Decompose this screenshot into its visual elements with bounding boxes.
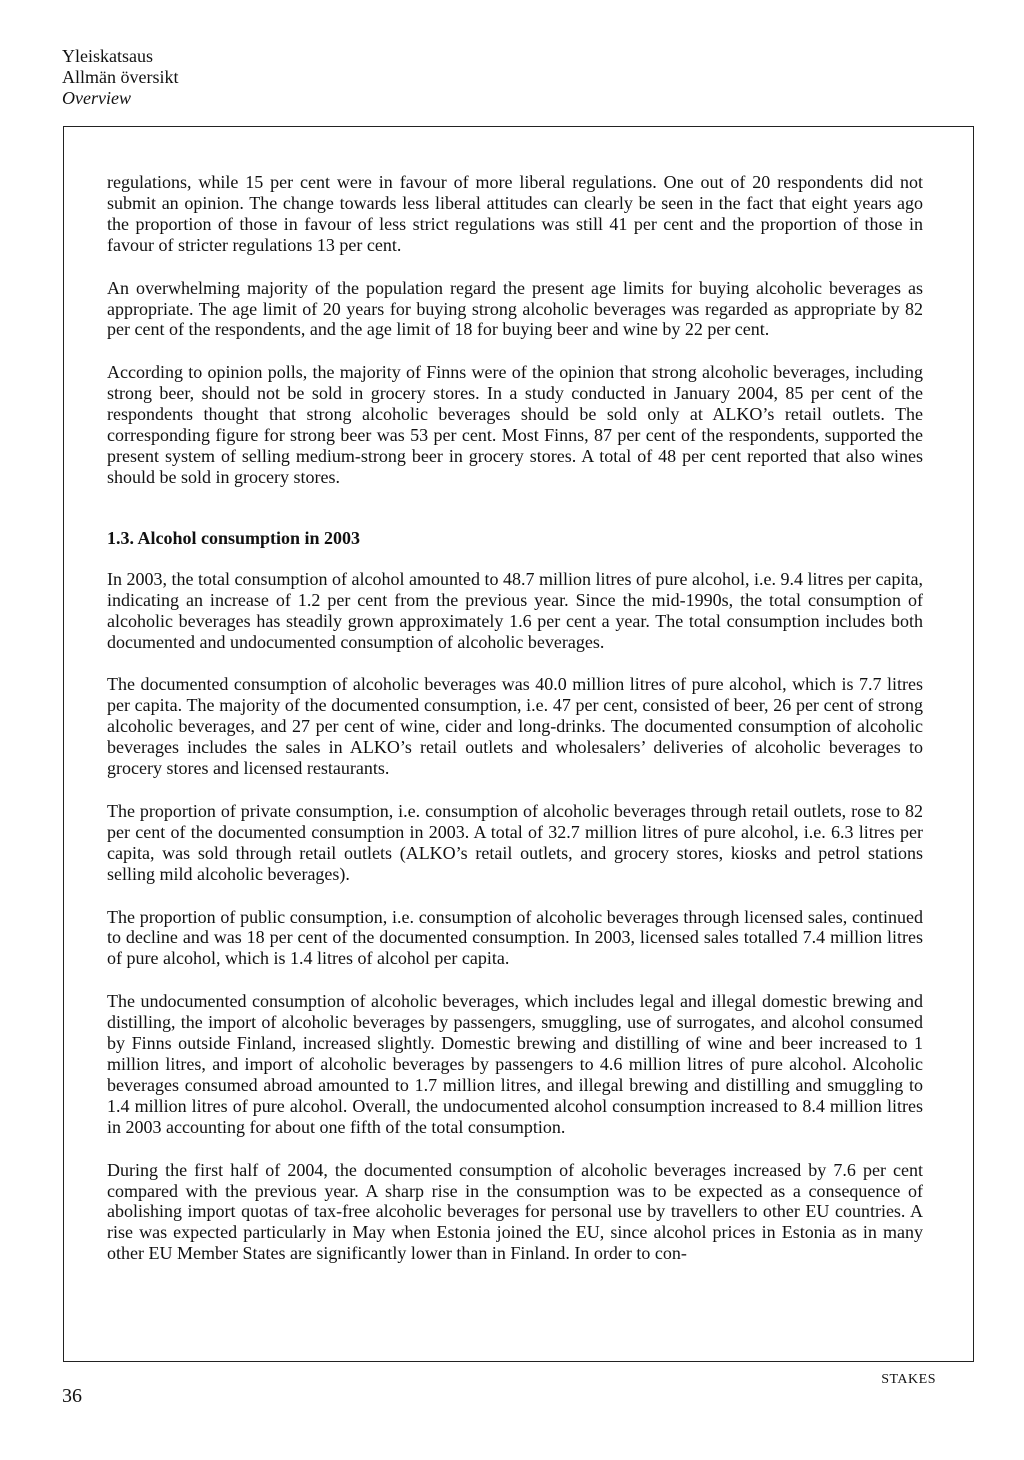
header-swedish-title: Allmän översikt [62,67,179,87]
header-finnish-title: Yleiskatsaus [62,46,153,66]
publisher-label: STAKES [881,1372,936,1387]
section-heading: 1.3. Alcohol consumption in 2003 [107,527,361,548]
paragraph-private-consumption: The proportion of private consumption, i.e. consumption of alcoholic beverages through retail outlets, rose to 82 per cent of the documented consumption in 2003. A total of 32.7 million litres of pure alcohol, i.e. 6.3 litres per capita, was sold through retail outlets (ALKO’s retail outlets, and grocery stores, kiosks and petrol stations selling mild alcoholic beverages). [107,800,923,884]
page-number: 36 [62,1385,82,1407]
paragraph-first-half-2004: During the first half of 2004, the documented consumption of alcoholic beverages increased by 7.6 per cent compared with the previous year. A sharp rise in the consumption was to be expected as a consequence of abolishing import quotas of tax-free alcoholic beverages for personal use by travellers to other EU countries. A rise was expected particularly in May when Estonia joined the EU, since alcohol prices in Estonia as in many other EU Member States are significantly lower than in Finland. In order to con- [107,1159,923,1264]
page-body [107,172,923,1286]
paragraph-documented-consumption: The documented consumption of alcoholic beverages was 40.0 million litres of pure alcohol, which is 7.7 litres per capita. The majority of the documented consumption, i.e. 47 per cent, consisted of beer, 26 per cent of strong alcoholic beverages, and 27 per cent of wine, cider and long-drinks. The documented consumption of alcoholic beverages includes the sales in ALKO’s retail outlets and wholesalers’ deliveries of alcoholic beverages to grocery stores and licensed restaurants. [107,674,923,779]
paragraph-grocery-sales-opinion: According to opinion polls, the majority of Finns were of the opinion that strong alcoholic beverages, including strong beer, should not be sold in grocery stores. In a study conducted in January 2004, 85 per cent of the respondents thought that strong alcoholic beverages should be sold only at ALKO’s retail outlets. The corresponding figure for strong beer was 53 per cent. Most Finns, 87 per cent of the respondents, supported the present system of selling medium-strong beer in grocery stores. A total of 48 per cent reported that also wines should be sold in grocery stores. [107,362,923,487]
running-header [62,46,178,109]
paragraph-public-consumption: The proportion of public consumption, i.e. consumption of alcoholic beverages through licensed sales, continued to decline and was 18 per cent of the documented consumption. In 2003, licensed sales totalled 7.4 million litres of pure alcohol, which is 1.4 litres of alcohol per capita. [107,906,923,969]
paragraph-total-consumption: In 2003, the total consumption of alcohol amounted to 48.7 million litres of pure alcohol, i.e. 9.4 litres per capita, indicating an increase of 1.2 per cent from the previous year. Since the mid-1990s, the total consumption of alcoholic beverages has steadily grown approximately 1.6 per cent a year. The total consumption includes both documented and undocumented consumption of alcoholic beverages. [107,568,923,652]
paragraph-age-limits: An overwhelming majority of the population regard the present age limits for buying alcoholic beverages as appropriate. The age limit of 20 years for buying strong alcoholic beverages was regarded as appropriate by 82 per cent of the respondents, and the age limit of 18 for buying beer and wine by 22 per cent. [107,277,923,340]
header-english-title: Overview [62,88,131,108]
paragraph-undocumented-consumption: The undocumented consumption of alcoholic beverages, which includes legal and illegal domestic brewing and distilling, the import of alcoholic beverages by passengers, smuggling, use of surrogates, and alcohol consumed by Finns outside Finland, increased slightly. Domestic brewing and distilling of wine and beer increased to 1 million litres, and import of alcoholic beverages by passengers to 4.6 million litres of pure alcohol. Alcoholic beverages consumed abroad amounted to 1.7 million litres, and illegal brewing and distilling and smuggling to 1.4 million litres of pure alcohol. Overall, the undocumented alcohol consumption increased to 8.4 million litres in 2003 accounting for about one fifth of the total consumption. [107,991,923,1137]
paragraph-regulations-opinion: regulations, while 15 per cent were in favour of more liberal regulations. One out of 20 respondents did not submit an opinion. The change towards less liberal attitudes can clearly be seen in the fact that eight years ago the proportion of those in favour of less strict regulations was still 41 per cent and the proportion of those in favour of stricter regulations 13 per cent. [107,172,923,255]
